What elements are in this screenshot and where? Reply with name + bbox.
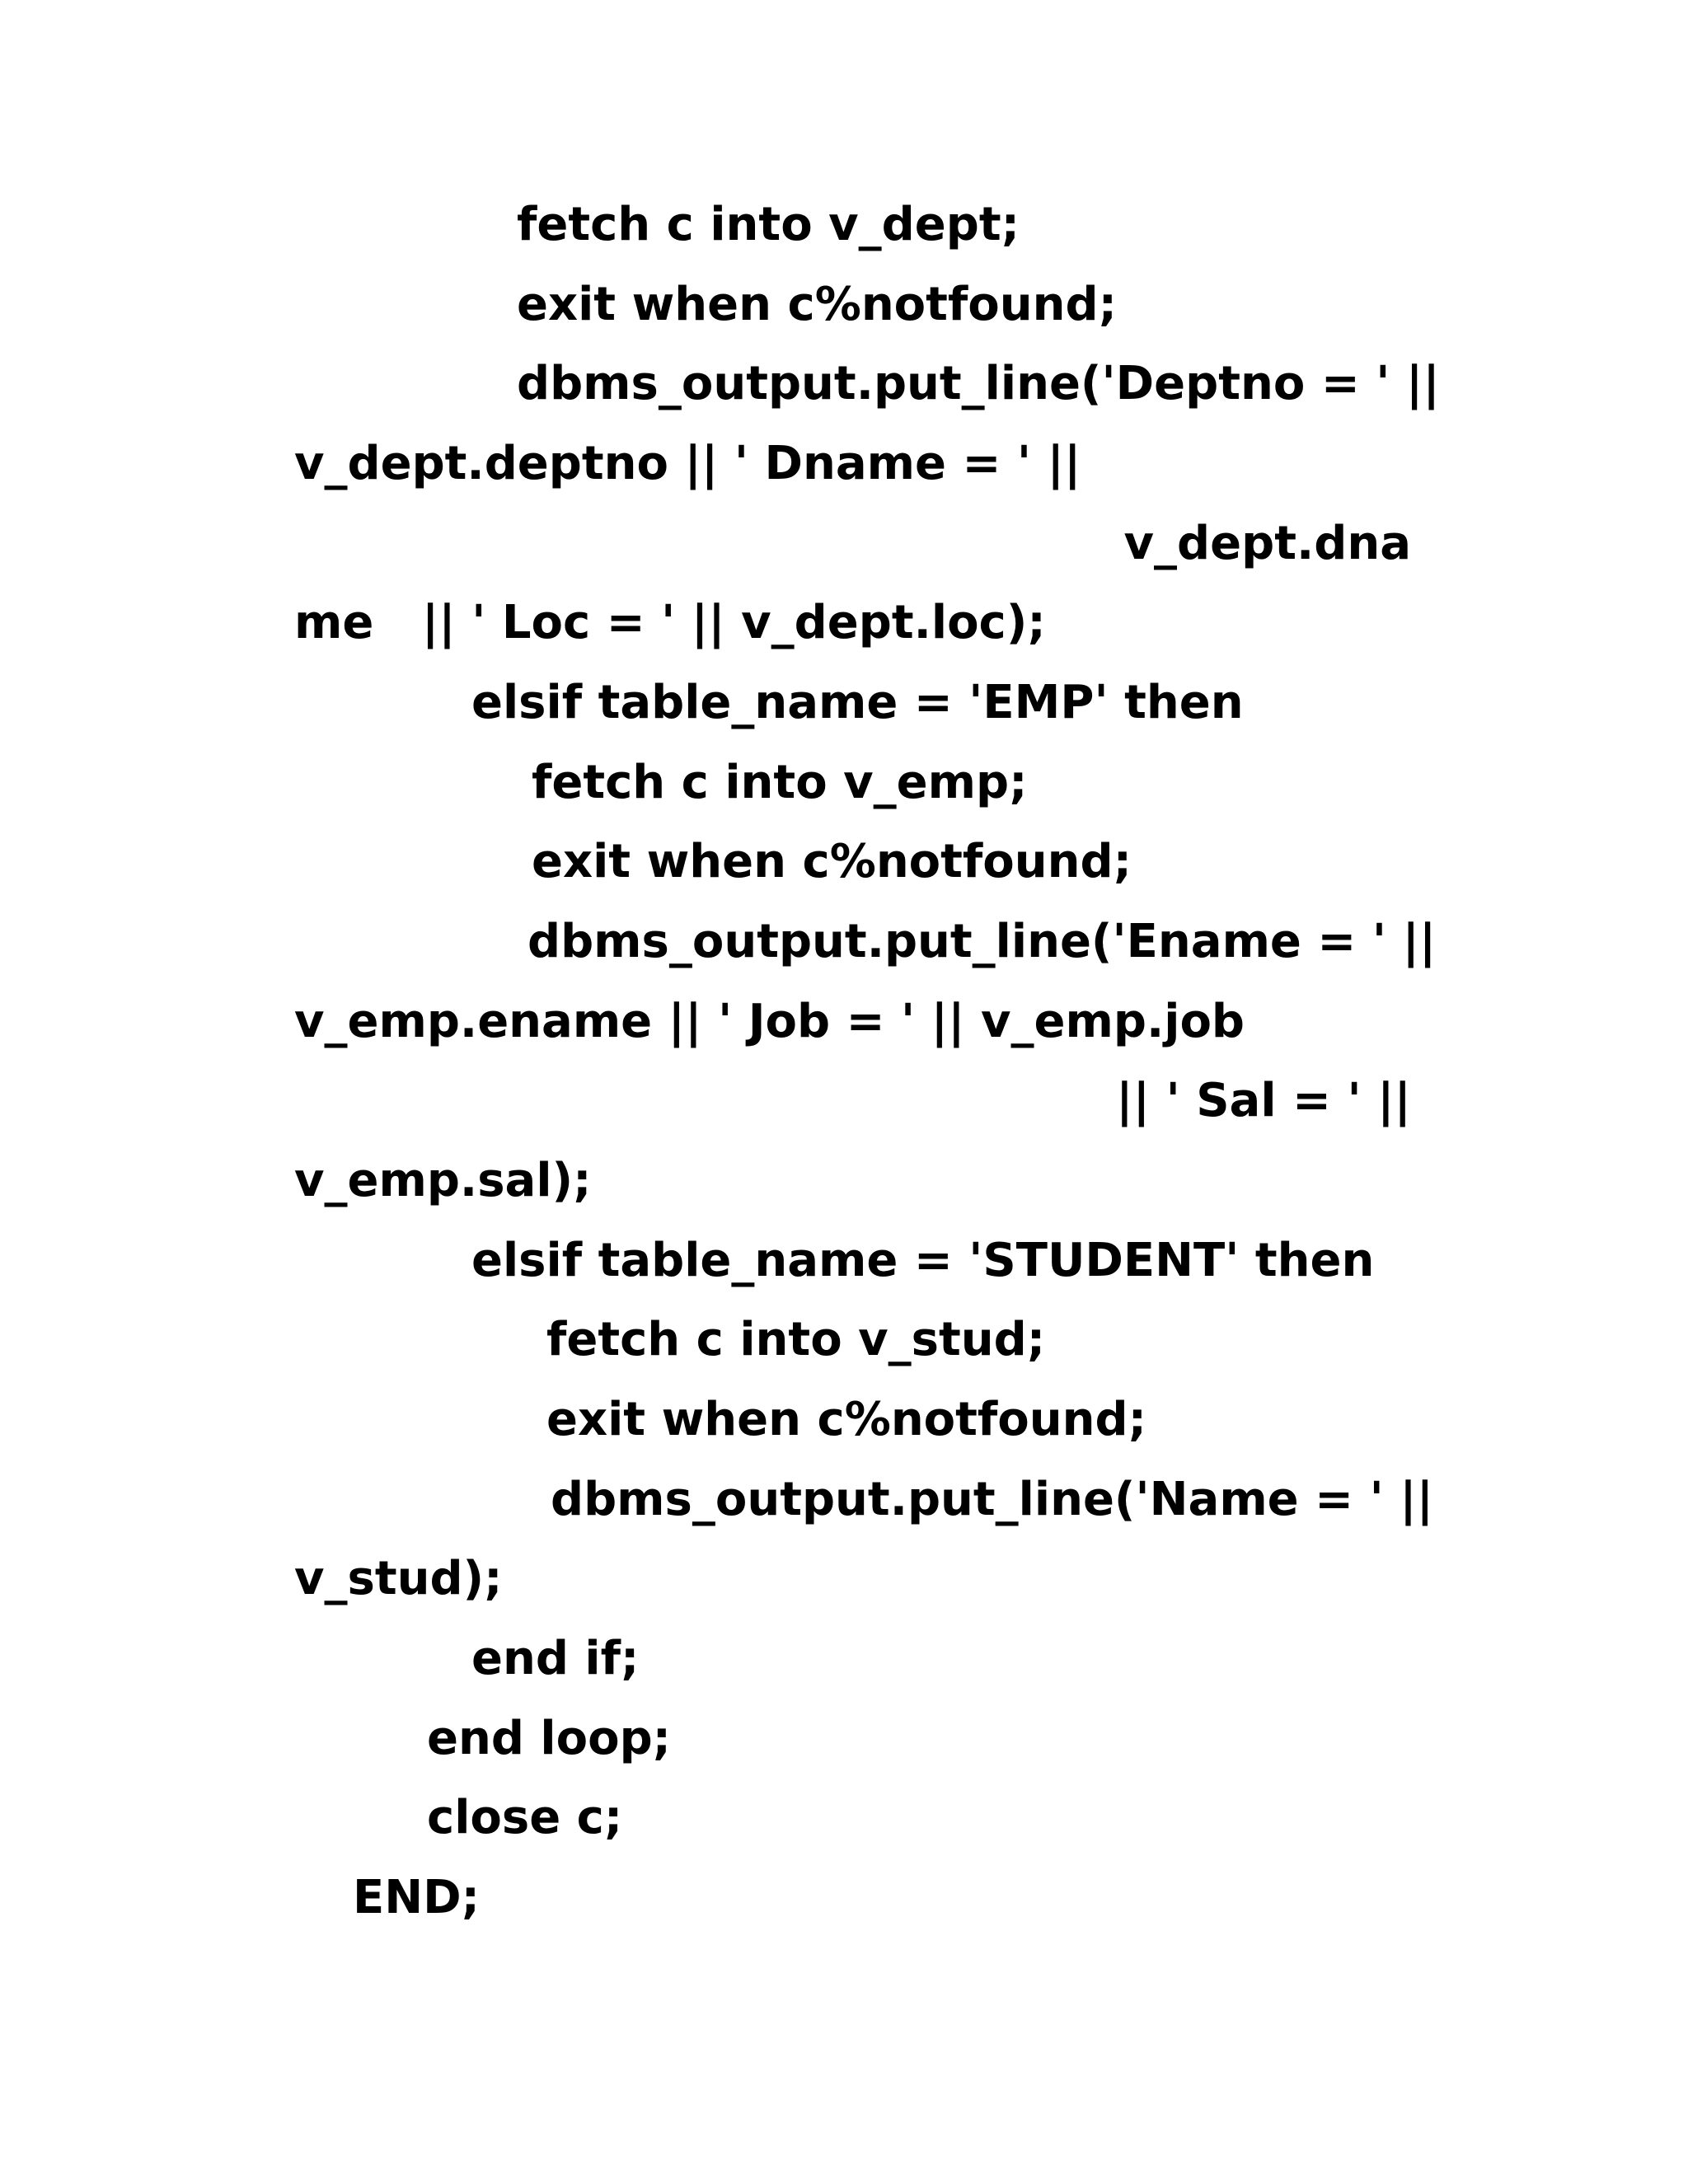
code-line-12: || ' Sal = ' || [1116,1074,1411,1127]
code-line-1: fetch c into v_dept; [517,198,1020,251]
code-line-7: elsif table_name = 'EMP' then [471,676,1244,729]
code-line-19: end if; [471,1632,640,1685]
code-line-3: dbms_output.put_line('Deptno = ' || [517,357,1440,410]
code-line-22: END; [353,1871,480,1924]
code-line-5: v_dept.dna [1123,517,1411,570]
code-line-15: fetch c into v_stud; [546,1313,1046,1366]
code-line-17: dbms_output.put_line('Name = ' || [551,1473,1434,1526]
code-line-20: end loop; [427,1712,672,1765]
code-line-2: exit when c%notfound; [517,278,1117,331]
code-line-9: exit when c%notfound; [532,835,1132,888]
code-line-14: elsif table_name = 'STUDENT' then [471,1234,1375,1287]
code-line-8: fetch c into v_emp; [532,756,1028,809]
code-line-13: v_emp.sal); [294,1154,592,1207]
code-line-21: close c; [427,1791,623,1844]
code-line-11: v_emp.ename || ' Job = ' || v_emp.job [294,995,1245,1048]
code-line-4: v_dept.deptno || ' Dname = ' || [294,437,1081,490]
code-line-6: me || ' Loc = ' || v_dept.loc); [294,596,1046,649]
code-line-16: exit when c%notfound; [546,1393,1146,1446]
code-line-18: v_stud); [294,1552,503,1605]
code-line-10: dbms_output.put_line('Ename = ' || [528,915,1437,968]
